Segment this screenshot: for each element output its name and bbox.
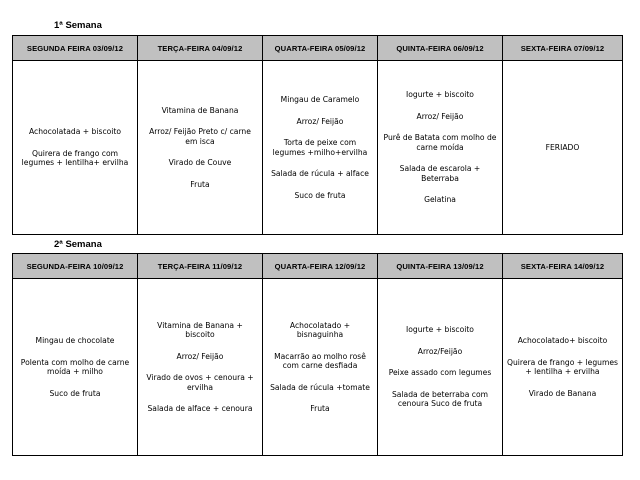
menu-item: Iogurte + biscoito — [406, 325, 474, 335]
week-1-monday-cell — [13, 61, 138, 235]
menu-item: Arroz/ Feijão — [416, 111, 464, 121]
menu-item: Polenta com molho de carne moída + milho — [20, 357, 130, 376]
week-2-thursday-cell — [378, 279, 503, 456]
menu-item: Virado de Banana — [528, 388, 597, 398]
holiday-label: FERIADO — [545, 142, 580, 152]
week-1-title: 1ª Semana — [54, 20, 102, 31]
week-1-day-header: SEGUNDA FEIRA 03/09/12 — [13, 36, 138, 61]
week-2-monday-cell — [13, 279, 138, 456]
week-1-thursday-cell — [378, 61, 503, 235]
menu-item: Achocolatada + biscoito — [28, 127, 121, 137]
menu-item: Quirera de frango com legumes + lentilha+ ervilha — [21, 148, 129, 168]
menu-item: Gelatina — [424, 195, 456, 205]
menu-item: Salada de rúcula + alface — [271, 169, 369, 178]
week-1-day-header: QUARTA-FEIRA 05/09/12 — [263, 36, 378, 61]
menu-item: Achocolatado+ biscoito — [517, 336, 608, 345]
week-2-meal-row — [13, 279, 623, 456]
menu-item: Fruta — [190, 179, 210, 189]
menu-item: Arroz/ Feijão Preto c/ carne em isca — [149, 127, 251, 146]
week-1-wednesday-cell — [263, 61, 378, 235]
week-1-header-row — [13, 36, 623, 61]
menu-item: Suco de fruta — [49, 388, 101, 398]
menu-item: Arroz/ Feijão — [176, 351, 224, 361]
week-2-wednesday-cell — [263, 279, 378, 456]
menu-item: Salada de alface + cenoura — [147, 404, 253, 413]
menu-item: Purê de Batata com molho de carne moída — [383, 133, 497, 152]
week-1-friday-cell — [503, 61, 623, 235]
week-2-menu-table — [12, 253, 623, 456]
week-2-header-row — [13, 254, 623, 279]
menu-item: Mingau de Caramelo — [280, 95, 360, 104]
week-2-friday-cell — [503, 279, 623, 456]
week-2-day-header: TERÇA-FEIRA 11/09/12 — [138, 254, 263, 279]
menu-item: Achocolatado + bisnaguinha — [289, 320, 351, 339]
menu-item: Salada de beterraba com cenoura Suco de fruta — [391, 389, 489, 409]
week-1-day-header: QUINTA-FEIRA 06/09/12 — [378, 36, 503, 61]
menu-item: Torta de peixe com legumes +milho+ervilha — [272, 138, 368, 157]
week-2-day-header: QUARTA-FEIRA 12/09/12 — [263, 254, 378, 279]
week-1-menu-table — [12, 35, 623, 235]
menu-item: Virado de Couve — [168, 158, 232, 168]
menu-item: Virado de ovos + cenoura + ervilha — [146, 373, 254, 392]
menu-item: Peixe assado com legumes — [388, 368, 492, 378]
menu-item: Vitamina de Banana — [161, 105, 239, 115]
menu-item: Iogurte + biscoito — [406, 90, 474, 100]
menu-item: Salada de rúcula +tomate — [270, 382, 370, 392]
week-1-day-header: SEXTA-FEIRA 07/09/12 — [503, 36, 623, 61]
week-2-day-header: SEXTA-FEIRA 14/09/12 — [503, 254, 623, 279]
week-1-tuesday-cell — [138, 61, 263, 235]
week-2-title: 2ª Semana — [54, 239, 102, 250]
menu-item: Fruta — [310, 404, 330, 413]
menu-item: Mingau de chocolate — [35, 336, 115, 345]
week-1-day-header: TERÇA-FEIRA 04/09/12 — [138, 36, 263, 61]
menu-item: Vitamina de Banana + biscoito — [157, 320, 243, 339]
week-2-day-header: QUINTA-FEIRA 13/09/12 — [378, 254, 503, 279]
menu-item: Macarrão ao molho rosê com carne desfiada — [274, 351, 366, 370]
week-2-day-header: SEGUNDA-FEIRA 10/09/12 — [13, 254, 138, 279]
menu-item: Quirera de frango + legumes + lentilha + ervilha — [507, 357, 618, 376]
menu-item: Salada de escarola + Beterraba — [399, 164, 481, 183]
week-1-meal-row — [13, 61, 623, 235]
menu-item: Suco de fruta — [294, 190, 346, 200]
menu-item: Arroz/ Feijão — [296, 116, 344, 126]
menu-item: Arroz/Feijão — [417, 346, 463, 356]
week-2-tuesday-cell — [138, 279, 263, 456]
